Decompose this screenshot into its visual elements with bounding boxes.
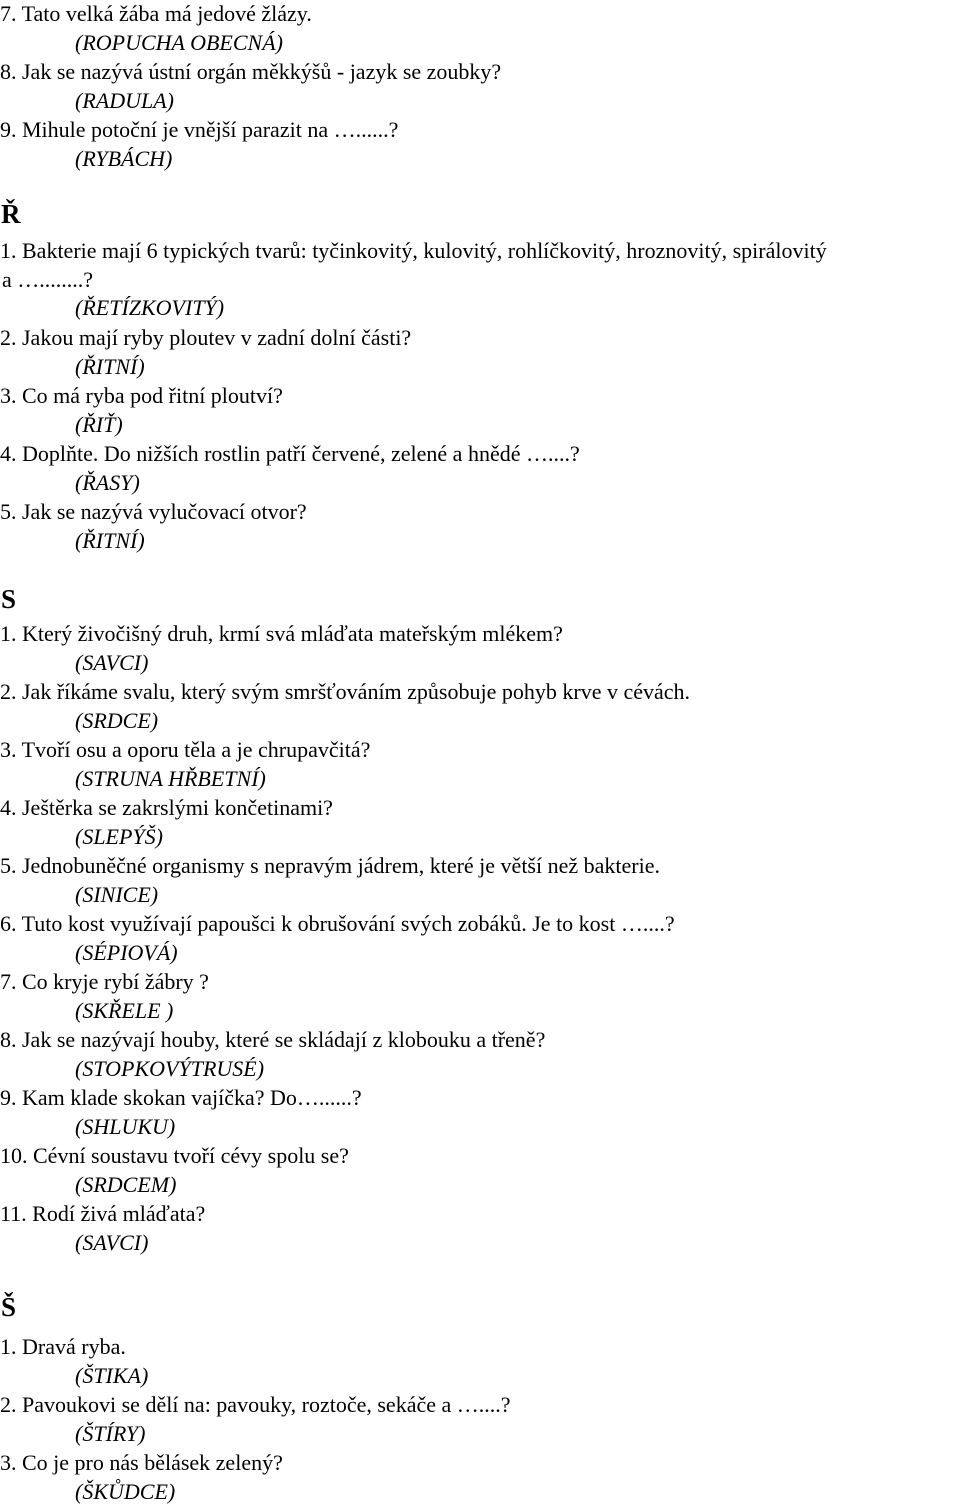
question-text: 5. Jednobuněčné organismy s nepravým jádrem, které je větší než bakterie.	[0, 853, 660, 878]
answer-text: (ŠTÍRY)	[75, 1421, 146, 1446]
answer-text: (ŘETÍZKOVITÝ)	[75, 295, 225, 320]
answer-text: (SHLUKU)	[75, 1114, 176, 1139]
answer-text: (SAVCI)	[75, 1230, 149, 1255]
answer-text: (ŘITNÍ)	[75, 354, 145, 379]
answer-text: (ŠKŮDCE)	[75, 1479, 176, 1504]
question-text: 7. Tato velká žába má jedové žlázy.	[0, 1, 312, 26]
answer-text: (ŘIŤ)	[75, 412, 123, 437]
answer-text: (SRDCEM)	[75, 1172, 177, 1197]
question-text: 2. Jak říkáme svalu, který svým smršťováním způsobuje pohyb krve v cévách.	[0, 679, 691, 704]
question-text: 8. Jak se nazývá ústní orgán měkkýšů - jazyk se zoubky?	[0, 59, 502, 84]
answer-text: (RADULA)	[75, 88, 174, 113]
section-heading: S	[1, 584, 17, 614]
question-text: 9. Kam klade skokan vajíčka? Do…......?	[0, 1085, 362, 1110]
question-text: 2. Jakou mají ryby ploutev v zadní dolní části?	[0, 325, 412, 350]
question-text-continued: a …........?	[2, 267, 94, 292]
question-text: 3. Co má ryba pod řitní ploutví?	[0, 383, 283, 408]
answer-text: (ŘITNÍ)	[75, 528, 145, 553]
question-text: 9. Mihule potoční je vnější parazit na …......?	[0, 117, 399, 142]
answer-text: (SINICE)	[75, 882, 159, 907]
answer-text: (STOPKOVÝTRUSÉ)	[75, 1056, 265, 1081]
question-text: 2. Pavoukovi se dělí na: pavouky, roztoče, sekáče a …....?	[0, 1392, 511, 1417]
section-heading: Ř	[1, 199, 21, 229]
question-text: 7. Co kryje rybí žábry ?	[0, 969, 209, 994]
answer-text: (SÉPIOVÁ)	[75, 940, 178, 965]
answer-text: (STRUNA HŘBETNÍ)	[75, 766, 266, 791]
answer-text: (SKŘELE )	[75, 998, 174, 1023]
question-text: 10. Cévní soustavu tvoří cévy spolu se?	[0, 1143, 349, 1168]
question-text: 8. Jak se nazývají houby, které se skládají z klobouku a třeně?	[0, 1027, 546, 1052]
answer-text: (RYBÁCH)	[75, 146, 173, 171]
question-text: 11. Rodí živá mláďata?	[0, 1201, 206, 1226]
question-text: 4. Ještěrka se zakrslými končetinami?	[0, 795, 333, 820]
answer-text: (ŘASY)	[75, 470, 140, 495]
question-text: 3. Co je pro nás bělásek zelený?	[0, 1450, 283, 1475]
question-text: 6. Tuto kost využívají papoušci k obrušování svých zobáků. Je to kost …....?	[0, 911, 675, 936]
answer-text: (ŠTIKA)	[75, 1363, 149, 1388]
answer-text: (SLEPÝŠ)	[75, 824, 163, 849]
question-text: 1. Který živočišný druh, krmí svá mláďata mateřským mlékem?	[0, 621, 563, 646]
section-heading: Š	[1, 1292, 17, 1322]
answer-text: (SAVCI)	[75, 650, 149, 675]
question-text: 4. Doplňte. Do nižších rostlin patří červené, zelené a hnědé …....?	[0, 441, 580, 466]
answer-text: (SRDCE)	[75, 708, 159, 733]
question-text: 1. Dravá ryba.	[0, 1334, 126, 1359]
question-text: 1. Bakterie mají 6 typických tvarů: tyčinkovitý, kulovitý, rohlíčkovitý, hroznovitý, spirálovitý	[0, 238, 827, 263]
question-text: 5. Jak se nazývá vylučovací otvor?	[0, 499, 307, 524]
answer-text: (ROPUCHA OBECNÁ)	[75, 30, 283, 55]
question-text: 3. Tvoří osu a oporu těla a je chrupavčitá?	[0, 737, 371, 762]
